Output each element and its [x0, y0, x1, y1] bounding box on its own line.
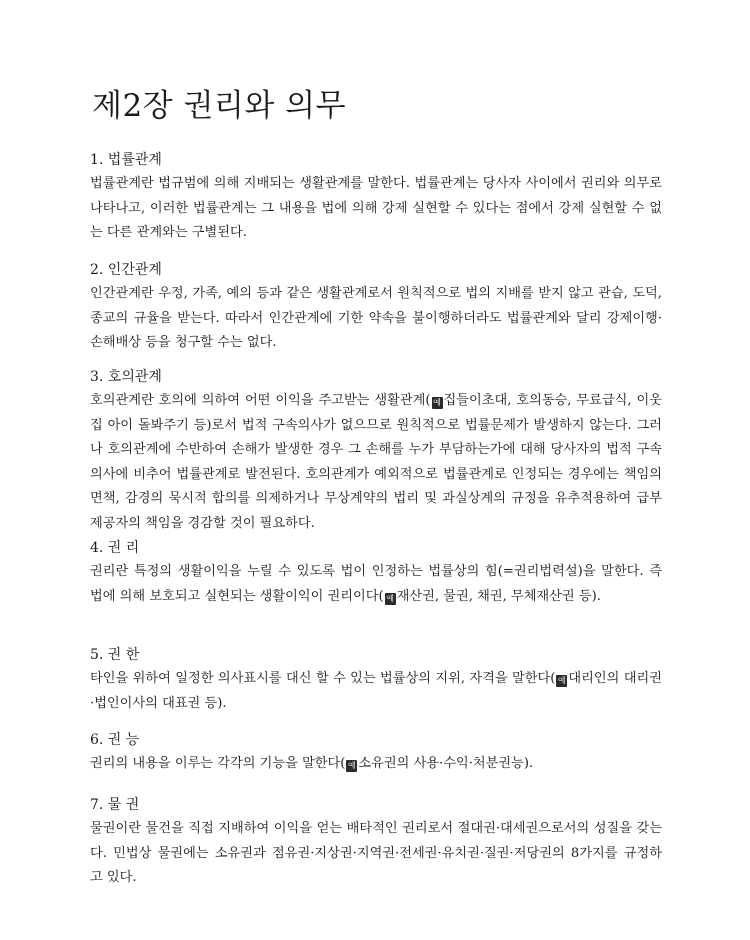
section-body [90, 389, 662, 536]
section-heading: 4. 권 리 [90, 540, 140, 556]
section-authority [90, 645, 662, 716]
section-body [90, 667, 662, 716]
body-text: 권리의 내용을 이루는 각각의 기능을 말한다( [90, 756, 346, 771]
section-heading: 6. 권 능 [90, 732, 140, 748]
example-badge-icon: 예 [433, 398, 441, 407]
section-heading: 1. 법률관계 [90, 152, 162, 168]
section-right [90, 538, 662, 609]
section-real-right [90, 795, 662, 891]
chapter-title: 제2장 권리와 의무 [92, 88, 347, 124]
section-heading: 5. 권 한 [90, 647, 140, 663]
body-text: 타인을 위하여 일정한 의사표시를 대신 할 수 있는 법률상의 지위, 자격을 말한다( [90, 671, 556, 686]
section-heading: 2. 인간관계 [90, 262, 162, 278]
section-body [90, 282, 662, 356]
body-text: 권리란 특정의 생활이익을 누릴 수 있도록 법이 인정하는 법률상의 힘(=권리법력설)을 말한다. 즉 법에 의해 보호되고 실현되는 생활이익이 권리이다( [90, 564, 662, 604]
body-text: 인간관계란 우정, 가족, 예의 등과 같은 생활관계로서 원칙적으로 법의 지배를 받지 않고 관습, 도덕, 종교의 규율을 받는다. 따라서 인간관계에 기한 약속을 불이행하더라도 법률관계와 달리 강제이행·손해배상 등을 청구할 수는 없다. [90, 286, 662, 350]
body-text: 물권이란 물건을 직접 지배하여 이익을 얻는 배타적인 권리로서 절대권·대세권으로서의 성질을 갖는다. 민법상 물권에는 소유권과 점유권·지상권·지역권·전세권·유치권·질권·저당권의 8가지를 규정하고 있다. [90, 821, 662, 885]
section-body [90, 560, 662, 609]
example-badge-icon: 예 [348, 761, 356, 770]
section-body [90, 752, 662, 777]
section-heading: 7. 물 권 [90, 797, 140, 813]
example-badge-icon: 예 [386, 593, 394, 603]
body-text: 소유권의 사용·수익·처분권능). [358, 756, 534, 771]
body-text: 재산권, 물권, 채권, 무체재산권 등). [396, 588, 601, 604]
body-text: 호의관계란 호의에 의하여 어떤 이익을 주고받는 생활관계( [90, 393, 431, 408]
body-text: 법률관계란 법규범에 의해 지배되는 생활관계를 말한다. 법률관계는 당사자 사이에서 권리와 의무로 나타나고, 이러한 법률관계는 그 내용을 법에 의해 강제 실현할 수 있다는 점에서 강제 실현할 수 없는 다른 관계와는 구별된다. [90, 176, 662, 240]
section-body [90, 172, 662, 246]
section-human-relation [90, 260, 662, 356]
section-body [90, 817, 662, 891]
body-text: 집들이초대, 호의동승, 무료급식, 이웃집 아이 돌봐주기 등)로서 법적 구속의사가 없으므로 원칙적으로 법률문제가 발생하지 않는다. 그러나 호의관계에 수반하여 손해가 발생한 경우 그 손해를 누가 부담하는가에 대해 당사자의 법적 구속의사에 비추어 법률관계로 발전된다. 호의관계가 예외적으로 법률관계로 인정되는 경우에는 책임의 면책, 감경의 묵시적 합의를 의제하거나 무상계약의 법리 및 과실상계의 규정을 유추적용하여 급부제공자의 책임을 경감할 것이 필요하다. [90, 393, 662, 531]
body-text: 대리인의 대리권·법인이사의 대표권 등). [90, 671, 662, 711]
section-heading: 3. 호의관계 [90, 369, 162, 385]
section-power [90, 730, 662, 777]
section-goodwill-relation [90, 367, 662, 536]
example-badge-icon: 예 [558, 676, 566, 685]
section-legal-relation [90, 150, 662, 246]
